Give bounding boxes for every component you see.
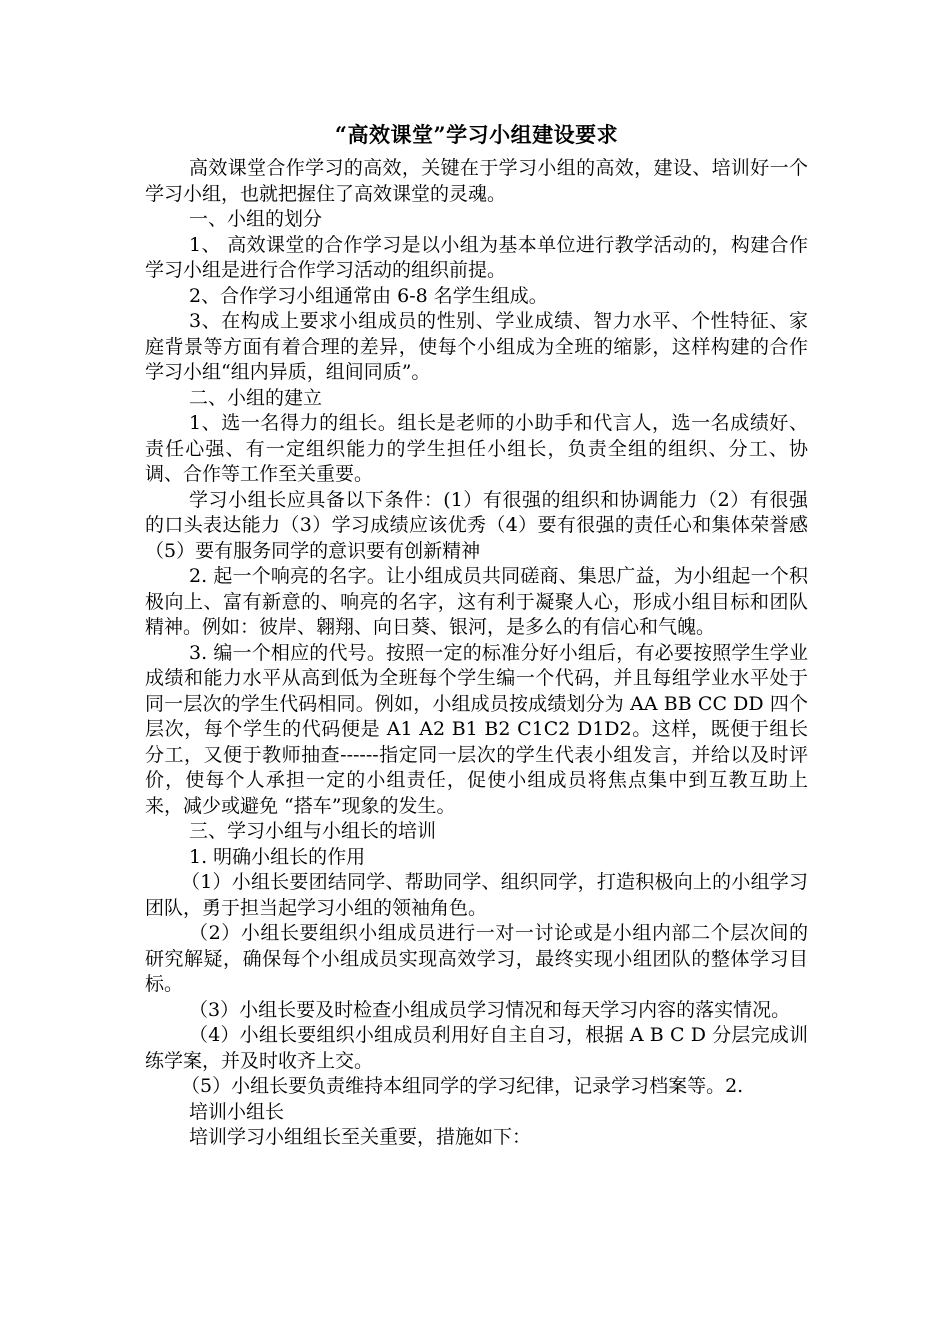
paragraph-2-2: 2. 起一个响亮的名字。让小组成员共同磋商、集思广益，为小组起一个积极向上、富有新意的、响亮的名字，这有利于凝聚人心，形成小组目标和团队精神。例如：彼岸、翱翔、向日葵、银河，是多么的有信心和气魄。 [145, 565, 808, 638]
paragraph-2-3: 3. 编一个相应的代号。按照一定的标准分好小组后，有必要按照学生学业成绩和能力水平从高到低为全班每个学生编一个代码，并且每组学业水平处于同一层次的学生代码相同。例如，小组成员按成绩划分为 AA BB CC DD 四个层次，每个学生的代码便是 A1 A2 B1 B2 C1C2 D1D2。这样，既便于组长分工，又便于教师抽查------指定同一层次的学生代表小组发言，并给以及时评价，使每个人承担一定的小组责任，促使小组成员将焦点集中到互教互助上来，减少或避免 “搭车”现象的发生。 [145, 641, 808, 817]
paragraph-3-1-item-4: （4）小组长要组织小组成员利用好自主自习，根据 A B C D 分层完成训练学案，并及时收齐上交。 [145, 1024, 808, 1072]
paragraph-1-1: 1、 高效课堂的合作学习是以小组为基本单位进行教学活动的，构建合作学习小组是进行合作学习活动的组织前提。 [145, 233, 808, 281]
paragraph-3-1-item-1: （1）小组长要团结同学、帮助同学、组织同学，打造积极向上的小组学习团队，勇于担当起学习小组的领袖角色。 [145, 871, 808, 919]
paragraph-1-2: 2、合作学习小组通常由 6-8 名学生组成。 [189, 284, 548, 307]
paragraph-2-1: 1、选一名得力的组长。组长是老师的小助手和代言人，选一名成绩好、责任心强、有一定组织能力的学生担任小组长，负责全组的组织、分工、协调、合作等工作至关重要。 [145, 412, 808, 485]
document-title: “高效课堂”学习小组建设要求 [334, 122, 619, 147]
document-page [145, 118, 808, 1151]
paragraph-3-1-item-2: （2）小组长要组织小组成员进行一对一讨论或是小组内部二个层次间的研究解疑，确保每个小组成员实现高效学习，最终实现小组团队的整体学习目标。 [145, 922, 808, 995]
paragraph-3-2-heading: 培训小组长 [189, 1100, 285, 1123]
paragraph-3-1-heading: 1. 明确小组长的作用 [189, 845, 366, 868]
section-heading-2: 二、小组的建立 [189, 386, 323, 409]
section-heading-3: 三、学习小组与小组长的培训 [189, 820, 437, 842]
paragraph-3-1-item-3: （3）小组长要及时检查小组成员学习情况和每天学习内容的落实情况。 [189, 998, 791, 1021]
section-heading-1: 一、小组的划分 [189, 208, 323, 230]
paragraph-3-1-item-5: （5）小组长要负责维持本组同学的学习纪律，记录学习档案等。2. [181, 1075, 744, 1097]
paragraph-1-3: 3、在构成上要求小组成员的性别、学业成绩、智力水平、个性特征、家庭背景等方面有着合理的差异，使每个小组成为全班的缩影，这样构建的合作学习小组“组内异质，组间同质”。 [145, 310, 808, 383]
paragraph-intro: 高效课堂合作学习的高效，关键在于学习小组的高效，建设、培训好一个学习小组，也就把握住了高效课堂的灵魂。 [145, 157, 808, 205]
paragraph-3-2-intro: 培训学习小组组长至关重要，措施如下： [189, 1126, 532, 1148]
paragraph-2-conditions: 学习小组长应具备以下条件：(1）有很强的组织和协调能力（2）有很强的口头表达能力（3）学习成绩应该优秀（4）要有很强的责任心和集体荣誉感（5）要有服务同学的意识要有创新精神 [145, 488, 808, 562]
